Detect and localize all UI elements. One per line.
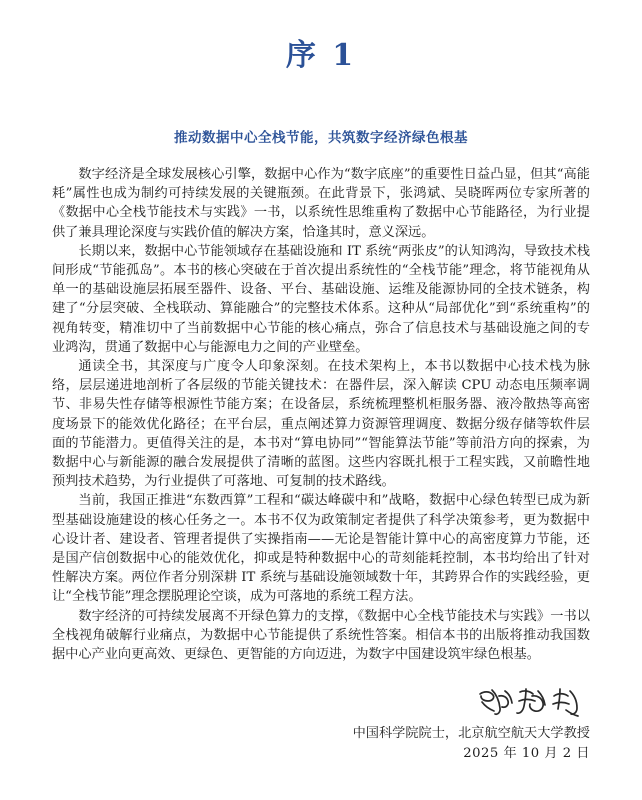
page-title: 序 1 [285,38,357,73]
paragraph: 数字经济的可持续发展离不开绿色算力的支撑，《数据中心全栈节能技术与实践》一书以全栈视角破解行业痛点，为数据中心节能提供了系统性答案。相信本书的出版将推动我国数据中心产业向更高效、更绿色、更智能的方向迈进，为数字中国建设筑牢绿色根基。 [52,608,590,663]
article-subtitle: 推动数据中心全栈节能，共筑数字经济绿色根基 [174,130,468,146]
paragraph: 长期以来，数据中心节能领域存在基础设施和 IT 系统“两张皮”的认知鸿沟，导致技术栈间形成“节能孤岛”。本书的核心突破在于首次提出系统性的“全栈节能”理念，将节能视角从单一的基础设施层拓展至器件、设备、平台、基础设施、运维及能源协同的全技术链条，构建了“分层突破、全栈联动、算能融合”的完整技术体系。这种从“局部优化”到“系统重构”的视角转变，精准切中了当前数据中心节能的核心痛点，弥合了信息技术与基础设施之间的专业鸿沟，贯通了数据中心与能源电力之间的产业壁垒。 [52,243,590,355]
signature-affiliation: 中国科学院院士，北京航空航天大学教授 [352,726,590,741]
body-text-container [0,165,642,664]
paragraph: 当前，我国正推进“东数西算”工程和“碳达峰碳中和”战略，数据中心绿色转型已成为新型基础设施建设的核心任务之一。本书不仅为政策制定者提供了科学决策参考，更为数据中心设计者、建设者、管理者提供了实操指南——无论是智能计算中心的高密度算力节能，还是国产信创数据中心的能效优化，抑或是特种数据中心的苛刻能耗控制，本书均给出了针对性解决方案。两位作者分别深耕 IT 系统与基础设施领域数十年，其跨界合作的实践经验，更让“全栈节能”理念摆脱理论空谈，成为可落地的系统工程方法。 [52,493,590,605]
paragraph: 数字经济是全球发展核心引擎，数据中心作为“数字底座”的重要性日益凸显，但其“高能耗”属性也成为制约可持续发展的关键瓶颈。在此背景下，张鸿斌、吴晓晖两位专家所著的《数据中心全栈节能技术与实践》一书，以系统性思维重构了数据中心节能路径，为行业提供了兼具理论深度与实践价值的解决方案，恰逢其时，意义深远。 [52,167,590,240]
signature-date: 2025 年 10 月 2 日 [463,746,590,761]
handwritten-signature-icon [170,680,590,722]
paragraph: 通读全书，其深度与广度令人印象深刻。在技术架构上，本书以数据中心技术栈为脉络，层层递进地剖析了各层级的节能关键技术：在器件层，深入解读 CPU 动态电压频率调节、非易失性存储等根源性节能方案；在设备层，系统梳理整机柜服务器、液冷散热等高密度场景下的能效优化路径；在平台层，重点阐述算力资源管理调度、数据分级存储等软件层面的节能潜力。更值得关注的是，本书对“算电协同”“智能算法节能”等前沿方向的探索，为数据中心与新能源的融合发展提供了清晰的蓝图。这些内容既扎根于工程实践，又前瞻性地预判技术趋势，为行业提供了可落地、可复制的技术路线。 [52,359,590,490]
signature-block [170,680,590,764]
